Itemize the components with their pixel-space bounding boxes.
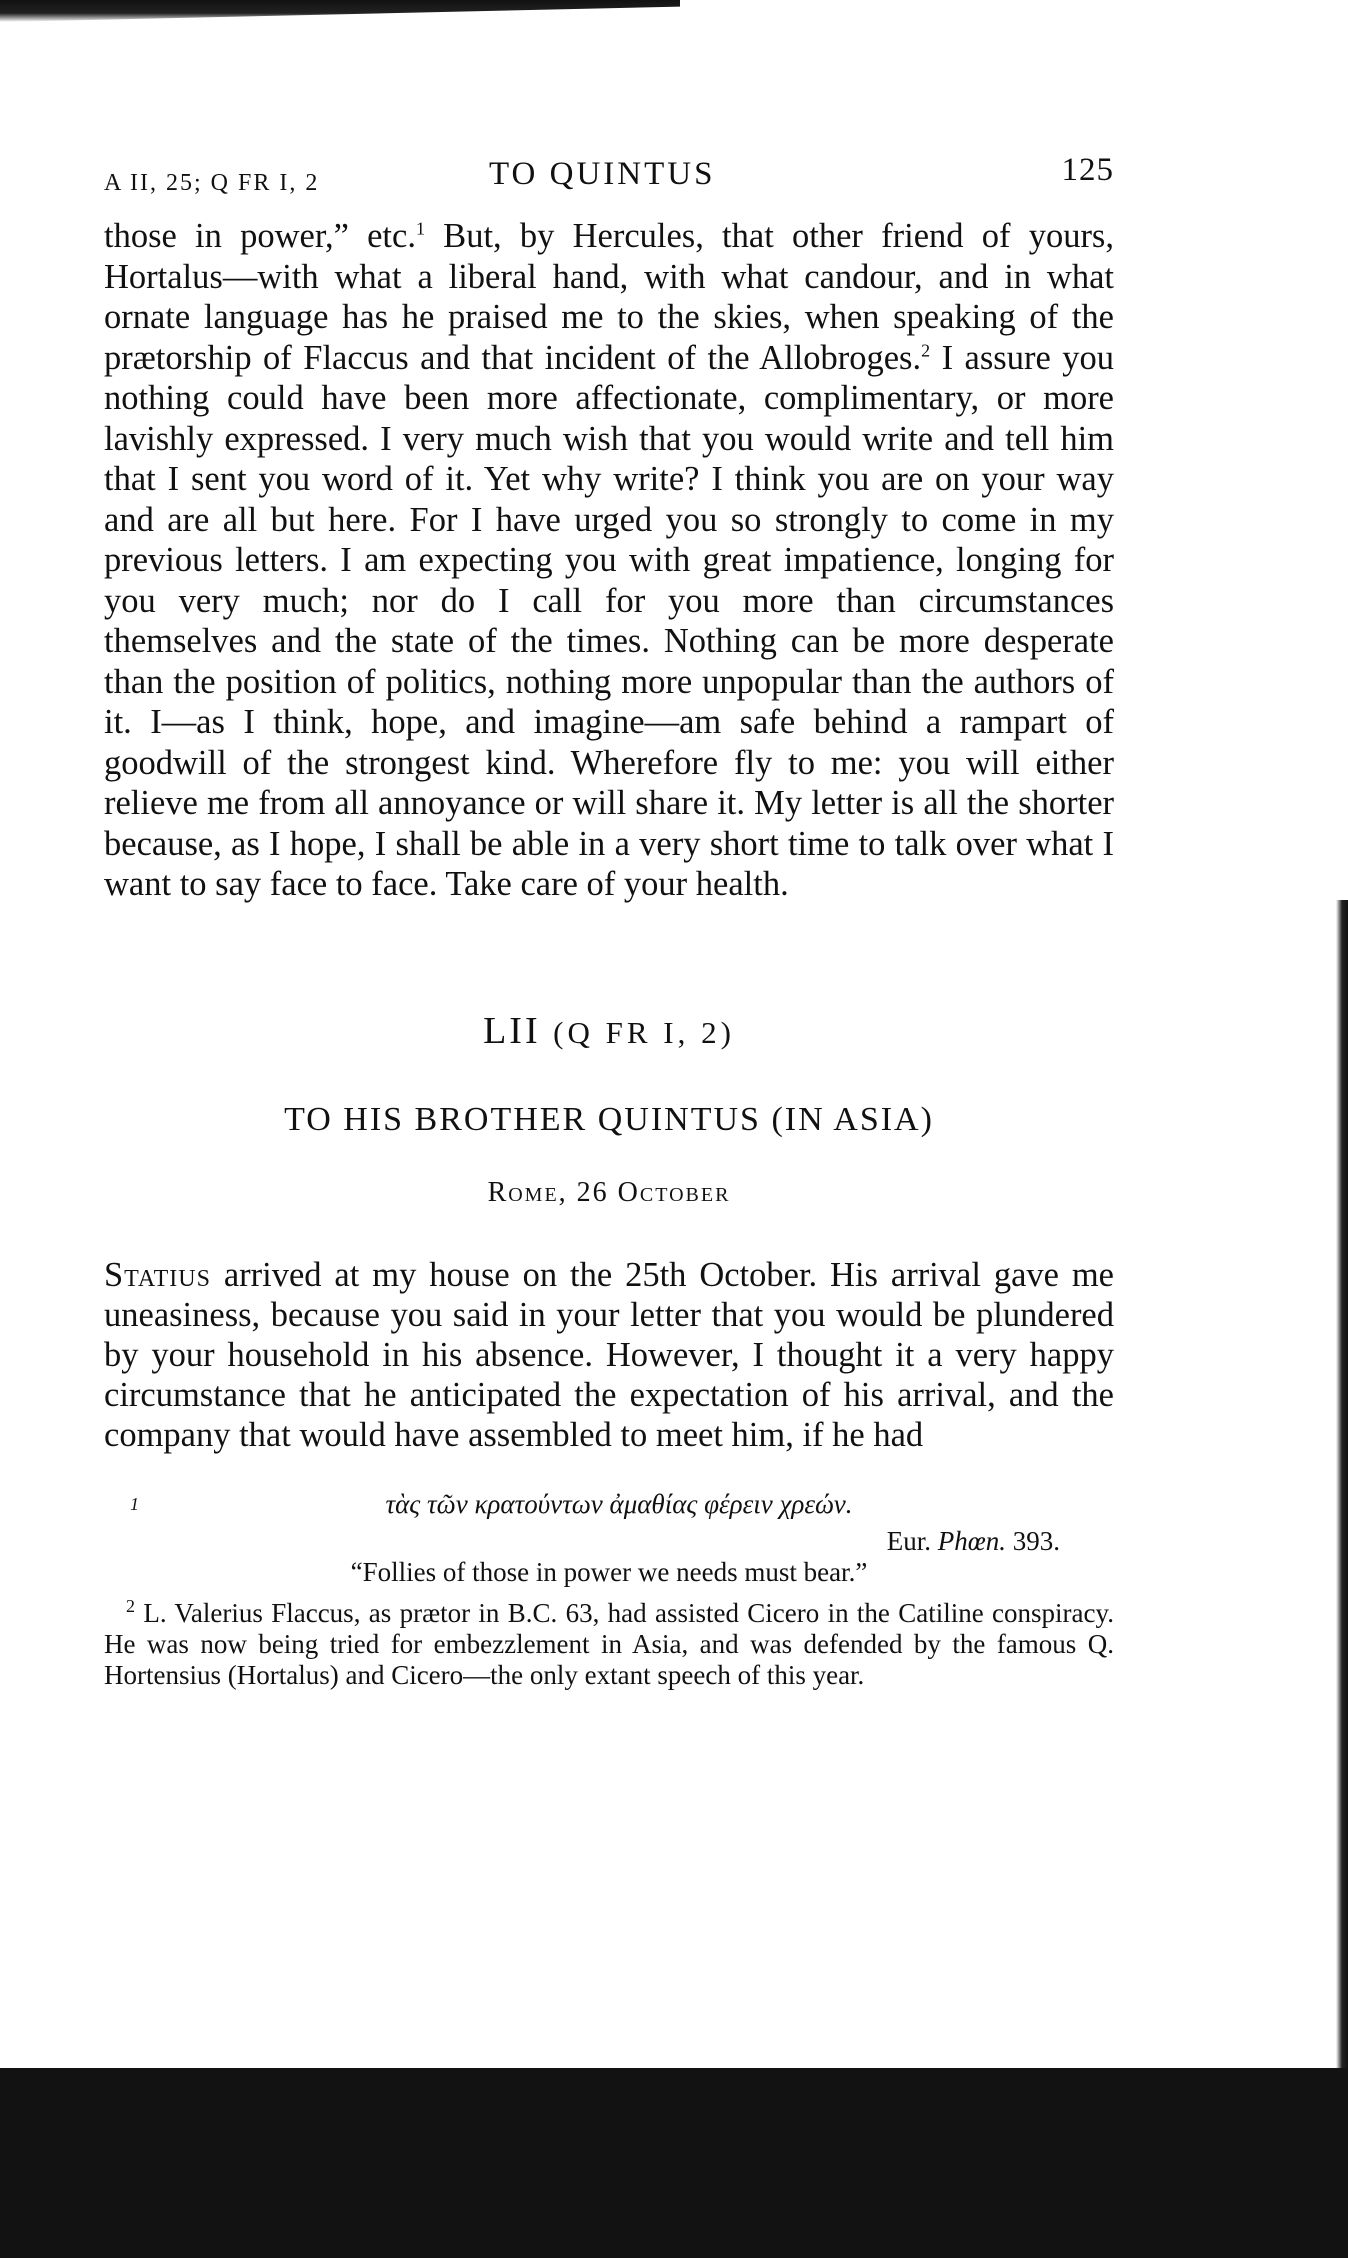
footnote-2-marker: 2 — [126, 1596, 135, 1616]
continuation-text-3: I assure you nothing could have been more affectionate, complimentary, or more lavishly expressed. I very much wish that you would write and tell him that I sent you word of it. Yet why write? I think you are on your way and are all but here. For I have urged you so strongly to come in my previous letters. I am expecting you with great impatience, longing for you very much; nor do I call for you more than circumstances themselves and the state of the times. Nothing can be more desperate than the position of politics, nothing more unpopular than the authors of it. I—as I think, hope, and imagine—am safe behind a rampart of goodwill of the strongest kind. Wherefore fly to me: you will either relieve me from all annoyance or will share it. My letter is all the shorter because, as I hope, I shall be able in a very short time to talk over what I want to say face to face. Take care of your health. — [104, 338, 1114, 903]
letter-opening-word: Statius — [104, 1255, 211, 1294]
book-page — [104, 130, 1114, 1718]
footnote-2-text: L. Valerius Flaccus, as prætor in B.C. 63, had assisted Cicero in the Catiline conspiracy. He was now being tried for embezzlement in Asia, and was defended by the famous Q. Hortensius (Hortalus) and Cicero—the only extant speech of this year. — [104, 1598, 1114, 1690]
footnotes — [104, 1489, 1114, 1691]
footnote-ref-1: 1 — [415, 218, 425, 239]
letter-number: LII — [483, 1009, 541, 1052]
continuation-paragraph — [104, 216, 1114, 905]
footnote-1-quote — [104, 1489, 1114, 1520]
footnote-2 — [104, 1598, 1114, 1691]
letter-reference: (Q FR I, 2) — [553, 1014, 735, 1050]
scan-shadow-top — [0, 0, 680, 22]
running-head — [104, 130, 1114, 196]
letter-body-text: arrived at my house on the 25th October. His arrival gave me uneasiness, because you said in your letter that you would be plundered by your household in his absence. However, I thought it a very happy circumstance that he anticipated the expectation of his arrival, and the company that would have assembled to meet him, if he had — [104, 1255, 1114, 1454]
footnote-1-marker: 1 — [130, 1494, 139, 1514]
footnote-ref-2: 2 — [921, 340, 931, 360]
page-number: 125 — [1061, 152, 1114, 188]
footnote-1-source-title: Phœn. — [937, 1526, 1006, 1556]
letter-dateline: Rome, 26 October — [487, 1176, 731, 1208]
footnote-1-translation: “Follies of those in power we needs must bear.” — [350, 1557, 868, 1587]
footnote-1-source-line: 393. — [1012, 1526, 1060, 1556]
letter-body — [104, 1255, 1114, 1455]
letter-recipient: TO HIS BROTHER QUINTUS (IN ASIA) — [284, 1100, 934, 1138]
continuation-text-2: But, by Hercules, that other friend of yours, Hortalus—with what a liberal hand, with what candour, and in what ornate language has he praised me to the skies, when speaking of the prætorship of Flaccus and that incident of the Allobroges. — [104, 217, 1114, 377]
running-head-reference: A II, 25; Q FR I, 2 — [104, 170, 320, 196]
scan-shadow-right — [1336, 900, 1348, 2258]
scan-shadow-bottom — [0, 2068, 1348, 2258]
footnote-1-source — [104, 1526, 1114, 1557]
running-head-title: TO QUINTUS — [489, 156, 716, 192]
footnote-1-greek: τὰς τῶν κρατούντων ἀμαθίας φέρειν χρεών. — [385, 1489, 853, 1519]
footnote-1-source-author: Eur. — [886, 1526, 931, 1556]
continuation-text-1: those in power,” etc. — [104, 217, 416, 255]
letter-heading — [104, 1009, 1114, 1053]
